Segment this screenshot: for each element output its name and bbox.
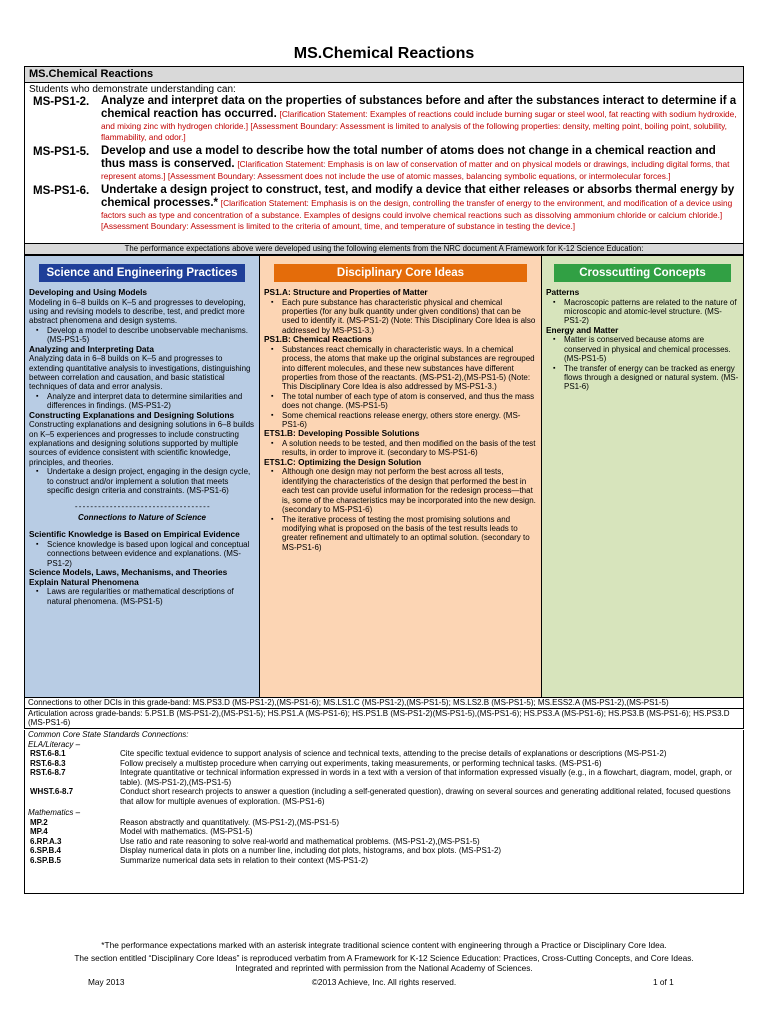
section-title: Energy and Matter bbox=[546, 324, 619, 335]
pe-code: MS-PS1-2. bbox=[33, 96, 90, 108]
bullet-list bbox=[546, 298, 739, 326]
footer-copyright: ©2013 Achieve, Inc. All rights reserved. bbox=[311, 977, 457, 987]
bullet-item: ▪ Substances react chemically in characteristic ways. In a chemical process, the atoms that make up the original substances are regrouped into different molecules, and these new substances have different properties from those of the reactants. (MS-PS1-2),(MS-PS1-5) (Note: This Disciplinary Core Idea is also addressed by MS-PS1-3.) bbox=[282, 345, 537, 392]
foundation-columns bbox=[24, 255, 744, 698]
standard-text: Cite specific textual evidence to support analysis of science and technical texts, attending to the precise details of explanations or descriptions (MS-PS1-2) bbox=[120, 749, 667, 758]
bullet-item: ▪ The transfer of energy can be tracked as energy flows through a designed or natural system. (MS-PS1-6) bbox=[564, 364, 739, 392]
standard-row bbox=[28, 846, 740, 856]
section-text: Analyzing data in 6–8 builds on K–5 and progresses to extending quantitative analysis to investigations, distinguishing between correlation and causation, and basic statistical techniques of data and error analysis. bbox=[29, 354, 251, 392]
section-title: PS1.A: Structure and Properties of Matter bbox=[264, 287, 428, 297]
footer-date: May 2013 bbox=[88, 977, 125, 987]
standard-text: Follow precisely a multistep procedure when carrying out experiments, taking measurements, or performing technical tasks. (MS-PS1-6) bbox=[120, 758, 602, 768]
bullet-list bbox=[29, 587, 255, 606]
topic-header: MS.Chemical Reactions bbox=[25, 67, 743, 83]
bullet-item: ▪ Each pure substance has characteristic physical and chemical properties (for any bulk quantity under given conditions) that can be used to identify it. (MS-PS1-2) (Note: This Disciplinary Core Idea is also addressed by MS-PS1-3.) bbox=[282, 298, 537, 336]
standard-code: 6.SP.B.4 bbox=[30, 846, 61, 855]
section-title: PS1.B: Chemical Reactions bbox=[264, 334, 372, 345]
section-text: Modeling in 6–8 builds on K–5 and progresses to developing, using and revising models to describe, test, and predict more abstract phenomena and design systems. bbox=[29, 297, 246, 326]
section-title: Patterns bbox=[546, 287, 580, 297]
standard-code: RST.6-8.7 bbox=[30, 768, 66, 777]
dci-connections-row: Connections to other DCIs in this grade-band: MS.PS3.D (MS-PS1-2),(MS-PS1-6); MS.LS1.C (MS-PS1-2),(MS-PS1-5); MS.LS2.B (MS-PS1-5); MS.ESS2.A (MS-PS1-2),(MS-PS1-5) bbox=[25, 698, 743, 709]
bullet-list bbox=[29, 392, 255, 411]
section-title: ETS1.B: Developing Possible Solutions bbox=[264, 428, 420, 439]
pe-statement: Develop and use a model to describe how the total number of atoms does not change in a chemical reaction and thus mass is conserved. bbox=[101, 145, 716, 170]
standard-text: Summarize numerical data sets in relation to their context (MS-PS1-2) bbox=[120, 855, 369, 865]
standard-row bbox=[28, 768, 740, 787]
standard-text: Use ratio and rate reasoning to solve real-world and mathematical problems. (MS-PS1-2),(MS-PS1-5) bbox=[120, 836, 480, 846]
standard-row bbox=[28, 749, 740, 759]
bullet-item: ▪ Matter is conserved because atoms are conserved in physical and chemical processes. (MS-PS1-5) bbox=[564, 335, 739, 363]
bullet-list bbox=[264, 298, 537, 336]
section-title: Scientific Knowledge is Based on Empirical Evidence bbox=[29, 529, 240, 540]
performance-expectations-box bbox=[24, 66, 744, 244]
standard-text: Integrate quantitative or technical information expressed in words in a text with a version of that information expressed visually (e.g., in a flowchart, diagram, model, graph, or table). (MS-PS1-2),(MS-PS1-5) bbox=[120, 768, 732, 787]
standard-code: 6.RP.A.3 bbox=[30, 836, 62, 846]
standard-text: Model with mathematics. (MS-PS1-5) bbox=[120, 827, 253, 836]
standard-row bbox=[28, 837, 740, 847]
pe-clarification: [Clarification Statement: Examples of reactions could include burning sugar or steel wool, fat reacting with sodium hydroxide, and mixing zinc with hydrogen chloride.] [Assessment Boundary: Assessment is limited to analysis of the following properties: density, melting point, boiling point, solubility, flammability, and odor.] bbox=[101, 109, 737, 142]
bullet-item: ▪ Science knowledge is based upon logical and conceptual connections between evidence and explanations. (MS-PS1-2) bbox=[47, 540, 255, 568]
pe-code: MS-PS1-6. bbox=[33, 185, 90, 197]
bullet-list bbox=[29, 540, 255, 568]
standard-row bbox=[28, 818, 740, 828]
footer-page-number: 1 of 1 bbox=[653, 977, 674, 987]
standard-code: MP.2 bbox=[30, 817, 48, 827]
bullet-item: ▪ Undertake a design project, engaging in the design cycle, to construct and/or implement a solution that meets specific design criteria and constraints. (MS-PS1-6) bbox=[47, 467, 255, 495]
bullet-list bbox=[29, 326, 255, 345]
bullet-item: ▪ A solution needs to be tested, and then modified on the basis of the test results, in order to improve it. (secondary to MS-PS1-6) bbox=[282, 439, 537, 458]
bullet-list bbox=[546, 335, 739, 391]
bullet-list bbox=[264, 345, 537, 430]
section-title: Constructing Explanations and Designing Solutions bbox=[29, 409, 235, 420]
standard-row bbox=[28, 759, 740, 769]
standard-code: RST.6-8.1 bbox=[30, 749, 66, 758]
standard-text: Reason abstractly and quantitatively. (MS-PS1-2),(MS-PS1-5) bbox=[120, 817, 340, 827]
bullet-item: ▪ The total number of each type of atom is conserved, and thus the mass does not change. (MS-PS1-5) bbox=[282, 392, 537, 411]
performance-expectation bbox=[25, 145, 743, 182]
nrc-note: The performance expectations above were developed using the following elements from the NRC document A Framework for K-12 Science Education: bbox=[24, 243, 744, 255]
footnote-framework: The section entitled “Disciplinary Core Ideas” is reproduced verbatim from A Framework for K-12 Science Education: Practices, Cross-Cutting Concepts, and Core Ideas. Integrated and reprinted with permission from the National Academy of Sciences. bbox=[74, 953, 694, 973]
bullet-item: ▪ Macroscopic patterns are related to the nature of microscopic and atomic-level structure. (MS-PS1-2) bbox=[564, 298, 739, 326]
standard-row bbox=[28, 856, 740, 866]
dashed-divider: - - - - - - - - - - - - - - - - - - - - - - - - - - - - - - - - - - - bbox=[74, 501, 210, 511]
performance-expectation bbox=[25, 184, 743, 232]
bullet-item: ▪ Develop a model to describe unobservable mechanisms. (MS-PS1-5) bbox=[47, 326, 255, 345]
pe-statement: Undertake a design project to construct, test, and modify a device that either releases or absorbs thermal energy by chemical processes.* bbox=[101, 184, 735, 209]
dci-column bbox=[260, 256, 542, 697]
ccss-connections bbox=[24, 730, 744, 894]
standard-row bbox=[28, 827, 740, 837]
pe-code: MS-PS1-5. bbox=[33, 146, 90, 158]
sep-heading: Science and Engineering Practices bbox=[39, 264, 245, 282]
ccc-heading: Crosscutting Concepts bbox=[554, 264, 731, 282]
footnote-asterisk: *The performance expectations marked with an asterisk integrate traditional science content with engineering through a Practice or Disciplinary Core Idea. bbox=[101, 940, 667, 950]
bullet-list bbox=[264, 439, 537, 458]
bullet-item: ▪ Laws are regularities or mathematical descriptions of natural phenomena. (MS-PS1-5) bbox=[47, 587, 255, 606]
standard-code: MP.4 bbox=[30, 827, 48, 836]
pe-clarification: [Clarification Statement: Emphasis is on the design, controlling the transfer of energy to the environment, and modification of a device using factors such as type and concentration of a substance. Examples of designs could involve chemical reactions such as dissolving ammonium chloride or calcium chloride.] [Assessment Boundary: Assessment is limited to the criteria of amount, time, and temperature of substance in testing the device.] bbox=[101, 198, 733, 231]
performance-expectation bbox=[25, 95, 743, 143]
section-title: Developing and Using Models bbox=[29, 287, 148, 297]
page-title: MS.Chemical Reactions bbox=[293, 45, 475, 62]
bullet-list bbox=[264, 467, 537, 552]
ccc-column bbox=[542, 256, 743, 697]
standard-text: Conduct short research projects to answer a question (including a self-generated question), drawing on several sources and generating additional related, focused questions that allow for multiple avenues of exploration. (MS-PS1-6) bbox=[120, 787, 731, 806]
connection-rows bbox=[24, 698, 744, 729]
bullet-item: ▪ Analyze and interpret data to determine similarities and differences in findings. (MS-PS1-2) bbox=[47, 392, 255, 411]
ccss-heading: Common Core State Standards Connections: bbox=[28, 730, 189, 739]
standard-row bbox=[28, 787, 740, 806]
bullet-item: ▪ The iterative process of testing the most promising solutions and modifying what is proposed on the basis of the test results leads to greater refinement and ultimately to an optimal solution. (secondary to MS-PS1-6) bbox=[282, 515, 537, 553]
standard-code: RST.6-8.3 bbox=[30, 758, 66, 768]
articulation-row: Articulation across grade-bands: 5.PS1.B (MS-PS1-2),(MS-PS1-5); HS.PS1.A (MS-PS1-6); HS.PS1.B (MS-PS1-2)(MS-PS1-5),(MS-PS1-6); HS.PS3.A (MS-PS1-6); HS.PS3.B (MS-PS1-6); HS.PS3.D (MS-PS1-6) bbox=[28, 708, 730, 727]
ela-heading: ELA/Literacy – bbox=[28, 739, 81, 749]
intro-text: Students who demonstrate understanding can: bbox=[29, 84, 236, 95]
section-title: ETS1.C: Optimizing the Design Solution bbox=[264, 456, 422, 467]
section-title: Analyzing and Interpreting Data bbox=[29, 343, 154, 354]
standard-code: WHST.6-8.7 bbox=[30, 787, 74, 796]
bullet-list bbox=[29, 467, 255, 495]
section-text: Constructing explanations and designing solutions in 6–8 builds on K–5 experiences and progresses to include constructing explanations and designing solutions supported by multiple sources of evidence consistent with scientific knowledge, principles, and theories. bbox=[29, 420, 255, 467]
bullet-item: ▪ Some chemical reactions release energy, others store energy. (MS-PS1-6) bbox=[282, 411, 537, 430]
section-title: Science Models, Laws, Mechanisms, and Theories Explain Natural Phenomena bbox=[29, 567, 228, 587]
nature-of-science-heading: Connections to Nature of Science bbox=[77, 512, 207, 522]
pe-statement: Analyze and interpret data on the properties of substances before and after the substances interact to determine if a chemical reaction has occurred. bbox=[101, 95, 737, 120]
sep-column bbox=[25, 256, 260, 697]
pe-clarification: [Clarification Statement: Emphasis is on law of conservation of matter and on physical models or drawings, including digital forms, that represent atoms.] [Assessment Boundary: Assessment does not include the use of atomic masses, balancing symbolic equations, or intermolecular forces.] bbox=[101, 159, 730, 181]
dci-heading: Disciplinary Core Ideas bbox=[274, 264, 527, 282]
standard-text: Display numerical data in plots on a number line, including dot plots, histograms, and box plots. (MS-PS1-2) bbox=[120, 846, 502, 855]
math-heading: Mathematics – bbox=[28, 808, 81, 817]
standard-code: 6.SP.B.5 bbox=[30, 855, 61, 865]
bullet-item: ▪ Although one design may not perform the best across all tests, identifying the characteristics of the design that performed the best in each test can provide useful information for the redesign process—that is, some of the characteristics may be incorporated into the new design. (secondary to MS-PS1-6) bbox=[282, 467, 537, 514]
